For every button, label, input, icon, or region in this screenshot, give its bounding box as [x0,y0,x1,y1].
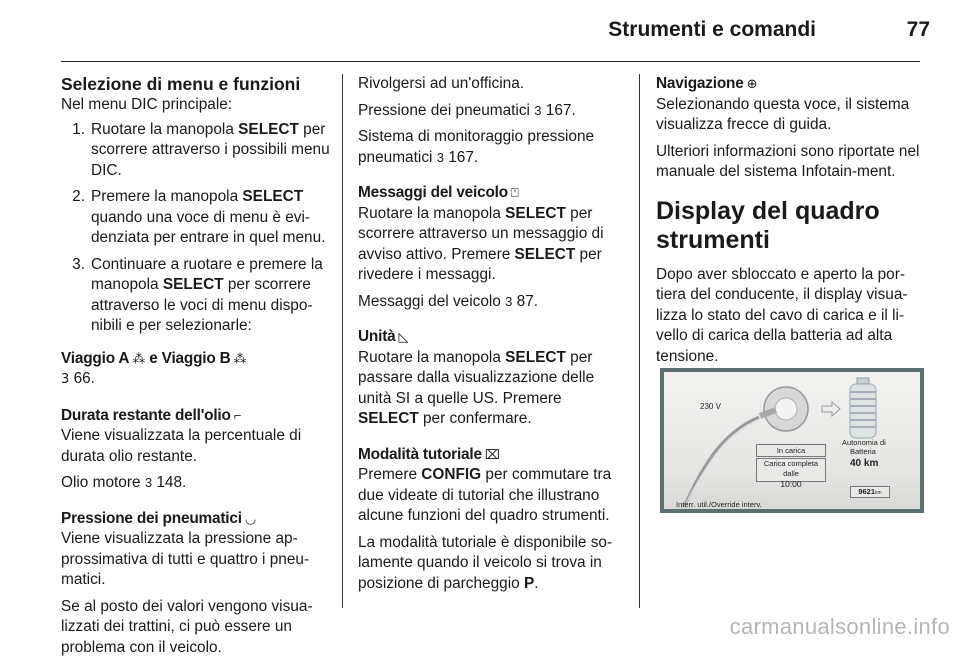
viaggio-heading: Viaggio A ⁂ e Viaggio B ⁂ [61,349,331,370]
intro-text: Nel menu DIC principale: [61,96,233,113]
trip-icon: ⁂ [132,350,146,366]
range-label-1: Autonomia di [842,438,886,447]
navigation-text-2: Ulteriori informazioni sono riportate nel manuale del sistema Infotain-ment. [656,142,920,180]
navigation-heading: Navigazione ⊕ [656,74,928,95]
instrument-display-illustration [660,368,924,513]
tire-ref: Pressione dei pneumatici 3 167. [358,101,576,119]
list-item: 3. Continuare a ruotare e premere la manopola SELECT per scorrere attraverso le voci di menu dispo-nibili e per selezionarle: [72,255,323,334]
units-heading: Unità ◺ [358,327,624,348]
steps-list [61,120,331,337]
ref-arrow-icon: 3 [436,149,444,165]
trip-icon: ⁂ [233,350,247,366]
watermark: carmanualsonline.info [729,614,950,639]
oil-can-icon: ⌐ [233,407,242,423]
section-title: Selezione di menu e funzioni [61,74,301,94]
tutorial-text-2: La modalità tutoriale è disponibile so-lamente quando il veicolo si trova in posizione di parcheggio P. [358,533,613,592]
tpms-ref: Sistema di monitoraggio pressione pneumatici 3 167. [358,128,595,166]
page-number: 77 [906,18,930,41]
tire-text: Viene visualizzata la pressione ap-prossimativa di tutti e quattro i pneu-matici. [61,530,310,588]
column-2 [358,74,624,600]
display-section-title: Display del quadro strumenti [656,196,880,254]
display-screen [664,372,920,509]
message-icon: ⍞ [510,185,519,200]
range-label-2: Batteria [850,447,876,456]
odometer: 9621km [850,486,890,498]
tire-text-2: Se al posto dei valori vengono visua-lizzati dei trattini, ci può essere un problema con il veicolo. [61,597,313,656]
charge-complete-box: Carica completa dalle 10:00 [756,458,826,482]
range-value: 40 km [850,458,879,469]
tutorial-text: Premere CONFIG per commutare tra due videate di tutorial che illustrano alcune funzioni del quadro strumenti. [358,466,612,524]
tire-heading: Pressione dei pneumatici ◡ [61,509,331,530]
header-title: Strumenti e comandi [608,18,816,41]
column-3 [656,74,928,373]
units-text: Ruotare la manopola SELECT per passare dalla visualizzazione delle unità SI a quelle US. Premere SELECT per confermare. [358,348,595,427]
ref-arrow-icon: 3 [534,102,542,118]
column-1 [61,74,331,664]
navigation-icon: ⊕ [746,76,758,91]
header-divider [61,61,920,62]
oil-ref: Olio motore 3 148. [61,474,187,491]
tutorial-heading: Modalità tutoriale ⌧ [358,445,624,466]
navigation-text: Selezionando questa voce, il sistema visualizza frecce di guida. [656,95,910,133]
paragraph: Rivolgersi ad un'officina. [358,75,525,92]
messages-heading: Messaggi del veicolo ⍞ [358,183,624,204]
viaggio-ref: 3 66. [61,370,95,387]
ref-arrow-icon: 3 [61,372,70,387]
list-item: 1. Ruotare la manopola SELECT per scorrere attraverso i possibili menu DIC. [72,120,330,179]
voltage-label: 230 V [700,402,721,411]
units-icon: ◺ [398,329,409,344]
oil-text: Viene visualizzata la percentuale di durata olio restante. [61,427,302,465]
tutorial-icon: ⌧ [484,446,500,462]
display-text: Dopo aver sbloccato e aperto la por-tiera del conducente, il display visua-lizza lo stato del cavo di carica e il li-vello di carica della batteria ad alta tensione. [656,265,908,365]
tire-pressure-icon: ◡ [244,510,256,526]
charging-status: In carica [756,444,826,457]
oil-heading: Durata restante dell'olio ⌐ [61,406,331,427]
messages-ref: Messaggi del veicolo 3 87. [358,292,539,310]
ref-arrow-icon: 3 [144,475,153,490]
list-item: 2. Premere la manopola SELECT quando una voce di menu è evi-denziata per entrare in quel menu. [72,188,326,246]
ref-arrow-icon: 3 [505,293,513,309]
messages-text: Ruotare la manopola SELECT per scorrere attraverso un messaggio di avviso attivo. Premere SELECT per rivedere i messaggi. [358,204,604,283]
column-divider-2 [639,74,640,608]
footer-label: Interr. util./Override interv. [676,500,762,509]
column-divider-1 [342,74,343,608]
